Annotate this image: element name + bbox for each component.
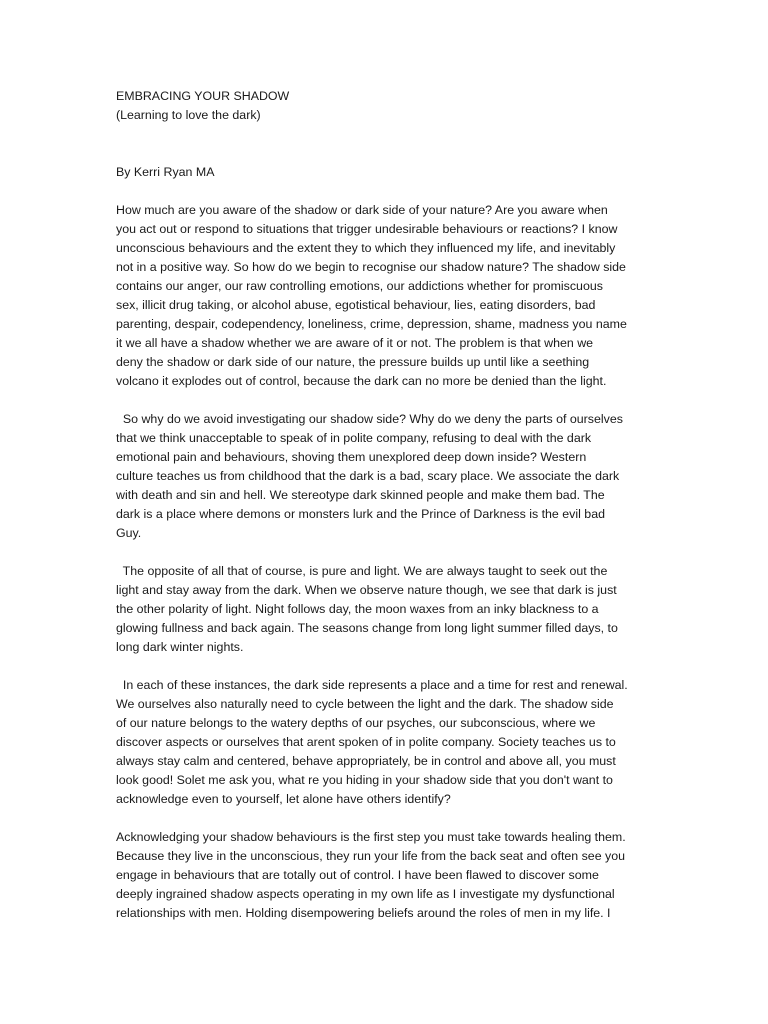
paragraph-line: with death and sin and hell. We stereotype dark skinned people and make them bad. The xyxy=(116,488,605,502)
document-subtitle: (Learning to love the dark) xyxy=(116,108,261,122)
paragraph-line: unconscious behaviours and the extent they to which they influenced my life, and inevitably xyxy=(116,241,616,255)
paragraph-line: deny the shadow or dark side of our nature, the pressure builds up until like a seething xyxy=(116,355,590,369)
paragraph-line: always stay calm and centered, behave appropriately, be in control and above all, you must xyxy=(116,754,616,768)
paragraph-line: contains our anger, our raw controlling emotions, our addictions whether for promiscuous xyxy=(116,279,603,293)
document-title: EMBRACING YOUR SHADOW xyxy=(116,89,290,103)
paragraph-line: Because they live in the unconscious, they run your life from the back seat and often see you xyxy=(116,849,626,863)
paragraph-line: Acknowledging your shadow behaviours is the first step you must take towards healing them. xyxy=(116,830,626,844)
paragraph-line: dark is a place where demons or monsters lurk and the Prince of Darkness is the evil bad xyxy=(116,507,605,521)
paragraph-line: Guy. xyxy=(116,526,142,540)
paragraph xyxy=(116,410,660,543)
spacer xyxy=(116,144,660,163)
paragraph-line: How much are you aware of the shadow or dark side of your nature? Are you aware when xyxy=(116,203,608,217)
paragraph-line: of our nature belongs to the watery depths of our psyches, our subconscious, where we xyxy=(116,716,596,730)
paragraph-line: The opposite of all that of course, is pure and light. We are always taught to seek out the xyxy=(116,564,608,578)
paragraph-line: So why do we avoid investigating our shadow side? Why do we deny the parts of ourselves xyxy=(116,412,623,426)
paragraph-line: deeply ingrained shadow aspects operating in my own life as I investigate my dysfunctional xyxy=(116,887,615,901)
spacer xyxy=(116,543,660,562)
paragraph xyxy=(116,828,660,923)
paragraph xyxy=(116,676,660,809)
paragraphs-container xyxy=(116,201,660,923)
document-body xyxy=(116,87,660,923)
paragraph-line: culture teaches us from childhood that the dark is a bad, scary place. We associate the dark xyxy=(116,469,620,483)
paragraph-line: light and stay away from the dark. When we observe nature though, we see that dark is just xyxy=(116,583,617,597)
paragraph-line: In each of these instances, the dark side represents a place and a time for rest and renewal. xyxy=(116,678,628,692)
paragraph-line: discover aspects or ourselves that arent spoken of in polite company. Society teaches us to xyxy=(116,735,616,749)
paragraph-line: it we all have a shadow whether we are aware of it or not. The problem is that when we xyxy=(116,336,594,350)
paragraph-line: glowing fullness and back again. The seasons change from long light summer filled days, to xyxy=(116,621,618,635)
paragraph-line: engage in behaviours that are totally out of control. I have been flawed to discover some xyxy=(116,868,599,882)
spacer xyxy=(116,657,660,676)
spacer xyxy=(116,125,660,144)
paragraph-line: volcano it explodes out of control, because the dark can no more be denied than the light. xyxy=(116,374,607,388)
paragraph xyxy=(116,201,660,391)
paragraph-line: parenting, despair, codependency, loneliness, crime, depression, shame, madness you name xyxy=(116,317,627,331)
paragraph-line: the other polarity of light. Night follows day, the moon waxes from an inky blackness to a xyxy=(116,602,599,616)
spacer xyxy=(116,182,660,201)
spacer xyxy=(116,809,660,828)
paragraph-line: acknowledge even to yourself, let alone have others identify? xyxy=(116,792,451,806)
paragraph-line: We ourselves also naturally need to cycle between the light and the dark. The shadow side xyxy=(116,697,614,711)
paragraph-line: relationships with men. Holding disempowering beliefs around the roles of men in my life. I xyxy=(116,906,611,920)
paragraph-line: long dark winter nights. xyxy=(116,640,244,654)
paragraph-line: not in a positive way. So how do we begin to recognise our shadow nature? The shadow side xyxy=(116,260,626,274)
paragraph xyxy=(116,562,660,657)
paragraph-line: sex, illicit drug taking, or alcohol abuse, egotistical behaviour, lies, eating disorders, bad xyxy=(116,298,596,312)
document-byline: By Kerri Ryan MA xyxy=(116,165,215,179)
paragraph-line: emotional pain and behaviours, shoving them unexplored deep down inside? Western xyxy=(116,450,587,464)
spacer xyxy=(116,391,660,410)
paragraph-line: look good! Solet me ask you, what re you hiding in your shadow side that you don't want to xyxy=(116,773,613,787)
paragraph-line: that we think unacceptable to speak of in polite company, refusing to deal with the dark xyxy=(116,431,592,445)
paragraph-line: you act out or respond to situations that trigger undesirable behaviours or reactions? I know xyxy=(116,222,618,236)
